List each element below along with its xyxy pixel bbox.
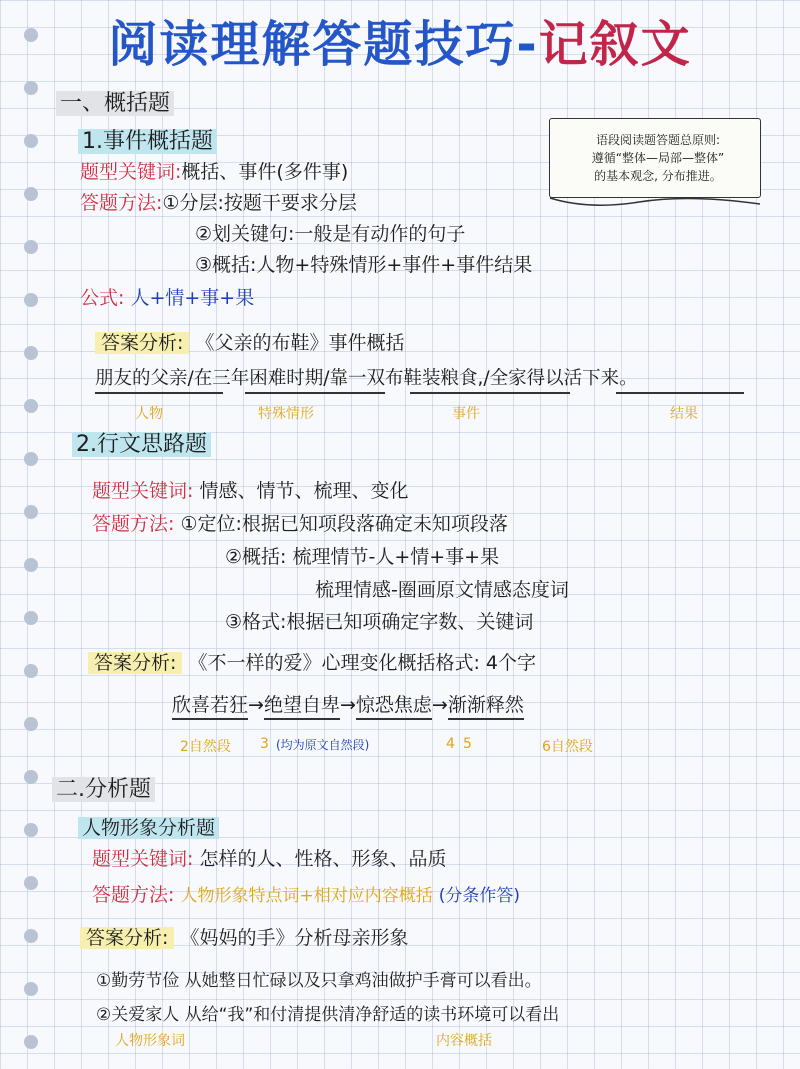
emotion-chain xyxy=(172,690,524,717)
subsection-heading-event: 1.事件概括题 xyxy=(78,124,217,155)
note-line: 遵循“整体—局部—整体” xyxy=(591,151,725,165)
annotation-result: 结果 xyxy=(670,406,698,422)
method-step: ①定位:根据已知项段落确定未知项段落 xyxy=(180,513,508,535)
binder-hole xyxy=(24,81,38,95)
analysis-label: 答案分析: xyxy=(80,927,174,949)
binder-hole xyxy=(24,982,38,996)
annotation-content-summary: 内容概括 xyxy=(436,1033,492,1049)
keywords-label: 题型关键词: xyxy=(92,480,194,502)
binder-hole xyxy=(24,611,38,625)
annotation-event: 事件 xyxy=(452,406,480,422)
binder-hole xyxy=(24,717,38,731)
binder-hole xyxy=(24,505,38,519)
binder-hole xyxy=(24,876,38,890)
analysis-line-2 xyxy=(88,648,536,675)
underline xyxy=(616,392,744,394)
analysis-line-3 xyxy=(80,923,408,950)
title-part-blue: 阅读理解答题技巧- xyxy=(108,16,539,73)
formula-line xyxy=(80,283,254,310)
keywords-label: 题型关键词: xyxy=(80,161,182,183)
annotation-paragraph: 3 xyxy=(260,736,269,752)
binder-holes xyxy=(24,28,42,1068)
emotion-step: 渐渐释然 xyxy=(448,694,524,720)
character-keywords-line xyxy=(92,844,446,871)
binder-hole xyxy=(24,346,38,360)
subsection-heading-character: 人物形象分析题 xyxy=(78,813,219,840)
example-sentence: 朋友的父亲/在三年困难时期/靠一双布鞋装粮食,/全家得以活下来。 xyxy=(95,368,638,389)
annotation-paragraph: 2自然段 xyxy=(180,739,231,755)
analysis-label: 答案分析: xyxy=(95,332,189,354)
method-step: ②划关键句:一般是有动作的句子 xyxy=(195,223,466,245)
thinking-method-line xyxy=(92,509,508,536)
character-method-line xyxy=(92,880,520,907)
binder-hole xyxy=(24,452,38,466)
annotation-paragraph: 6自然段 xyxy=(542,739,593,755)
binder-hole xyxy=(24,929,38,943)
annotation-special-situation: 特殊情形 xyxy=(258,406,314,422)
underline xyxy=(95,392,223,394)
formula-text: 人+情+事+果 xyxy=(130,287,255,309)
title-part-red: 记叙文 xyxy=(538,16,692,73)
analysis-label: 答案分析: xyxy=(88,652,182,674)
annotation-original-paragraphs: (均为原文自然段) xyxy=(276,738,370,752)
arrow: → xyxy=(248,694,264,716)
underline xyxy=(410,392,570,394)
binder-hole xyxy=(24,187,38,201)
annotation-character-word: 人物形象词 xyxy=(115,1033,185,1049)
page-title xyxy=(0,6,800,76)
underline xyxy=(245,392,385,394)
binder-hole xyxy=(24,823,38,837)
analysis-title: 《妈妈的手》分析母亲形象 xyxy=(180,927,409,949)
arrow: → xyxy=(431,694,448,716)
annotation-paragraph: 4 xyxy=(446,736,455,752)
method-label: 答题方法: xyxy=(92,513,175,535)
section-heading-analysis: 二.分析题 xyxy=(52,772,155,803)
keywords-text: 情感、情节、梳理、变化 xyxy=(199,480,409,502)
arrow: → xyxy=(339,694,356,716)
method-label: 答题方法: xyxy=(92,884,175,906)
binder-hole xyxy=(24,770,38,784)
analysis-item: ①勤劳节俭 从她整日忙碌以及只拿鸡油做护手膏可以看出。 xyxy=(96,971,542,991)
method-text: 人物形象特点词+相对应内容概括 xyxy=(180,886,433,906)
binder-hole xyxy=(24,399,38,413)
principle-note xyxy=(549,118,761,198)
method-step: 梳理情感-圈画原文情感态度词 xyxy=(315,579,569,601)
note-curl-decoration xyxy=(549,194,761,212)
formula-label: 公式: xyxy=(80,287,125,309)
emotion-step: 惊恐焦虑 xyxy=(356,694,432,720)
emotion-step: 欣喜若狂 xyxy=(172,694,248,720)
event-method-line xyxy=(80,188,357,215)
method-note: (分条作答) xyxy=(438,886,521,906)
method-step: ③格式:根据已知项确定字数、关键词 xyxy=(225,611,534,633)
note-line: 的基本观念, 分布推进。 xyxy=(594,169,722,183)
event-keywords-line xyxy=(80,157,348,184)
binder-hole xyxy=(24,664,38,678)
keywords-text: 怎样的人、性格、形象、品质 xyxy=(199,848,447,870)
analysis-item: ②关爱家人 从给“我”和付清提供清净舒适的读书环境可以看出 xyxy=(96,1005,560,1025)
analysis-line-1 xyxy=(95,328,404,355)
thinking-keywords-line xyxy=(92,476,408,503)
method-step: ②概括: 梳理情节-人+情+事+果 xyxy=(225,546,500,568)
method-step: ①分层:按题干要求分层 xyxy=(162,192,357,214)
binder-hole xyxy=(24,134,38,148)
method-label: 答题方法: xyxy=(80,192,163,214)
keywords-label: 题型关键词: xyxy=(92,848,194,870)
binder-hole xyxy=(24,1035,38,1049)
note-line: 语段阅读题答题总原则: xyxy=(595,133,721,147)
annotation-person: 人物 xyxy=(135,406,163,422)
emotion-step: 绝望自卑 xyxy=(264,694,340,720)
method-step: ③概括:人物+特殊情形+事件+事件结果 xyxy=(195,254,533,276)
binder-hole xyxy=(24,558,38,572)
binder-hole xyxy=(24,293,38,307)
analysis-title: 《不一样的爱》心理变化概括格式: 4个字 xyxy=(188,652,536,674)
annotation-paragraph: 5 xyxy=(463,736,472,752)
keywords-text: 概括、事件(多件事) xyxy=(181,161,349,183)
subsection-heading-thinking: 2.行文思路题 xyxy=(72,427,211,458)
binder-hole xyxy=(24,240,38,254)
analysis-title: 《父亲的布鞋》事件概括 xyxy=(195,332,405,354)
section-heading-summary: 一、概括题 xyxy=(56,86,174,117)
